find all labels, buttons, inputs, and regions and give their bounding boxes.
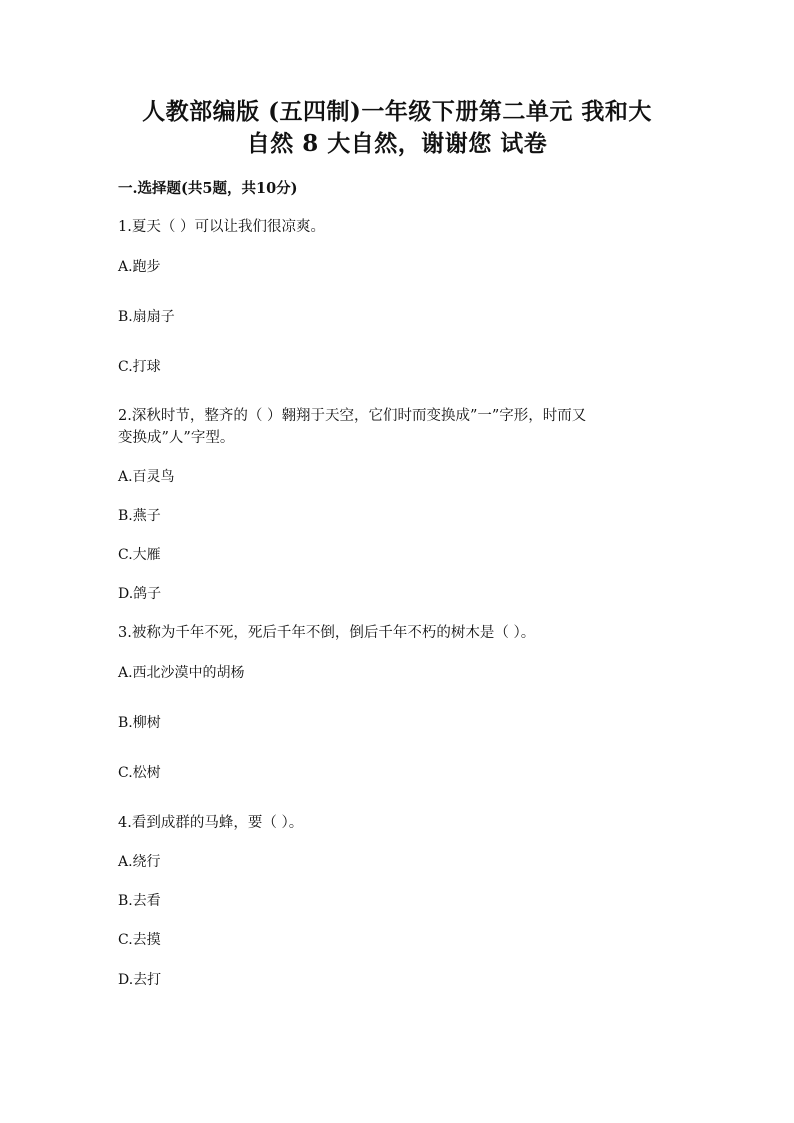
question-2-stem-line-1: 2.深秋时节，整齐的（ ）翱翔于天空，它们时而变换成”一”字形，时而又 bbox=[118, 408, 587, 424]
document-title-line-1: 人教部编版 (五四制)一年级下册第二单元 我和大 bbox=[142, 98, 652, 125]
question-1-option-b: B.扇扇子 bbox=[118, 309, 175, 325]
question-1-stem: 1.夏天（ ）可以让我们很凉爽。 bbox=[118, 219, 325, 235]
question-3-stem: 3.被称为千年不死，死后千年不倒，倒后千年不朽的树木是（ ）。 bbox=[118, 625, 536, 641]
question-2-option-d: D.鸽子 bbox=[118, 586, 162, 602]
question-3-option-a: A.西北沙漠中的胡杨 bbox=[118, 665, 245, 681]
question-2-option-a: A.百灵鸟 bbox=[118, 469, 175, 485]
question-2-option-b: B.燕子 bbox=[118, 508, 161, 524]
document-title-line-2: 自然 8 大自然，谢谢您 试卷 bbox=[246, 130, 548, 157]
question-4-option-a: A.绕行 bbox=[118, 854, 161, 870]
question-4-option-d: D.去打 bbox=[118, 972, 162, 988]
question-1-option-c: C.打球 bbox=[118, 359, 161, 375]
section-heading: 一.选择题(共5题，共10分) bbox=[118, 180, 298, 197]
question-3-option-b: B.柳树 bbox=[118, 715, 161, 731]
question-2-stem-line-2: 变换成”人”字型。 bbox=[118, 430, 235, 446]
question-4-option-c: C.去摸 bbox=[118, 932, 161, 948]
question-4-stem: 4.看到成群的马蜂，要（ ）。 bbox=[118, 815, 304, 831]
question-3-option-c: C.松树 bbox=[118, 765, 161, 781]
question-1-option-a: A.跑步 bbox=[118, 259, 161, 275]
question-2-option-c: C.大雁 bbox=[118, 547, 161, 563]
question-4-option-b: B.去看 bbox=[118, 893, 161, 909]
